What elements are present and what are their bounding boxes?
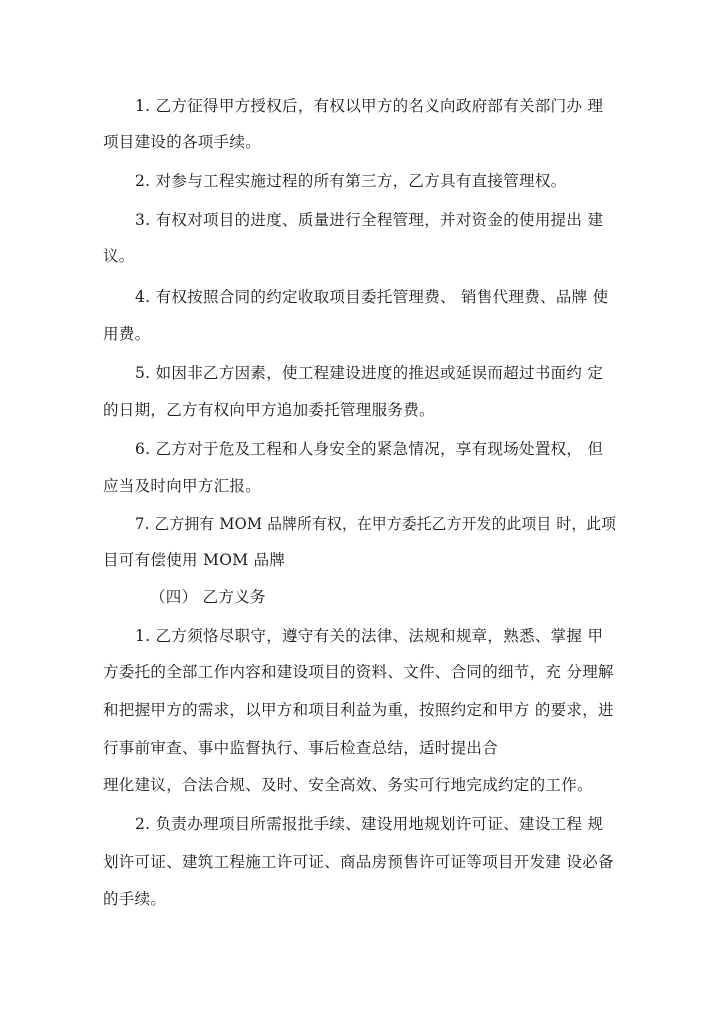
duty-1-line-1: 1. 乙方须恪尽职守，遵守有关的法律、法规和规章，熟悉、掌握 甲 — [135, 627, 604, 645]
item-4-line-2: 用费。 — [103, 325, 151, 343]
duty-2-line-2: 划许可证、建筑工程施工许可证、商品房预售许可证等项目开发建 设必备 — [103, 853, 614, 871]
duty-2-line-3: 的手续。 — [103, 890, 167, 908]
duty-1-line-5: 理化建议，合法合规、及时、安全高效、务实可行地完成约定的工作。 — [103, 776, 593, 794]
item-5-line-2: 的日期，乙方有权向甲方追加委托管理服务费。 — [103, 401, 435, 419]
item-7-line-1: 7. 乙方拥有 MOM 品牌所有权，在甲方委托乙方开发的此项目 时，此项 — [135, 515, 617, 533]
duty-1-line-2: 方委托的全部工作内容和建设项目的资料、文件、合同的细节，充 分理解 — [103, 663, 614, 681]
item-3-line-2: 议。 — [103, 247, 135, 265]
duty-1-line-4: 行事前审查、事中监督执行、事后检查总结，适时提出合 — [103, 739, 499, 757]
duty-1-line-3: 和把握甲方的需求，以甲方和项目利益为重，按照约定和甲方 的要求，进 — [103, 701, 614, 719]
item-1-line-1: 1. 乙方征得甲方授权后，有权以甲方的名义向政府部有关部门办 理 — [135, 97, 604, 115]
item-1-line-2: 项目建设的各项手续。 — [103, 133, 262, 151]
item-6-line-2: 应当及时向甲方汇报。 — [103, 477, 262, 495]
item-3-line-1: 3. 有权对项目的进度、质量进行全程管理，并对资金的使用提出 建 — [135, 211, 604, 229]
duty-2-line-1: 2. 负责办理项目所需报批手续、建设用地规划许可证、建设工程 规 — [135, 815, 604, 833]
item-6-line-1: 6. 乙方对于危及工程和人身安全的紧急情况，享有现场处置权， 但 — [135, 440, 604, 458]
item-7-line-2: 目可有偿使用 MOM 品牌 — [103, 551, 286, 569]
item-5-line-1: 5. 如因非乙方因素，使工程建设进度的推迟或延误而超过书面约 定 — [135, 364, 604, 382]
section-heading: （四） 乙方义务 — [150, 588, 266, 606]
item-4-line-1: 4. 有权按照合同的约定收取项目委托管理费、 销售代理费、品牌 使 — [135, 288, 609, 306]
item-2-line-1: 2. 对参与工程实施过程的所有第三方，乙方具有直接管理权。 — [135, 172, 567, 190]
